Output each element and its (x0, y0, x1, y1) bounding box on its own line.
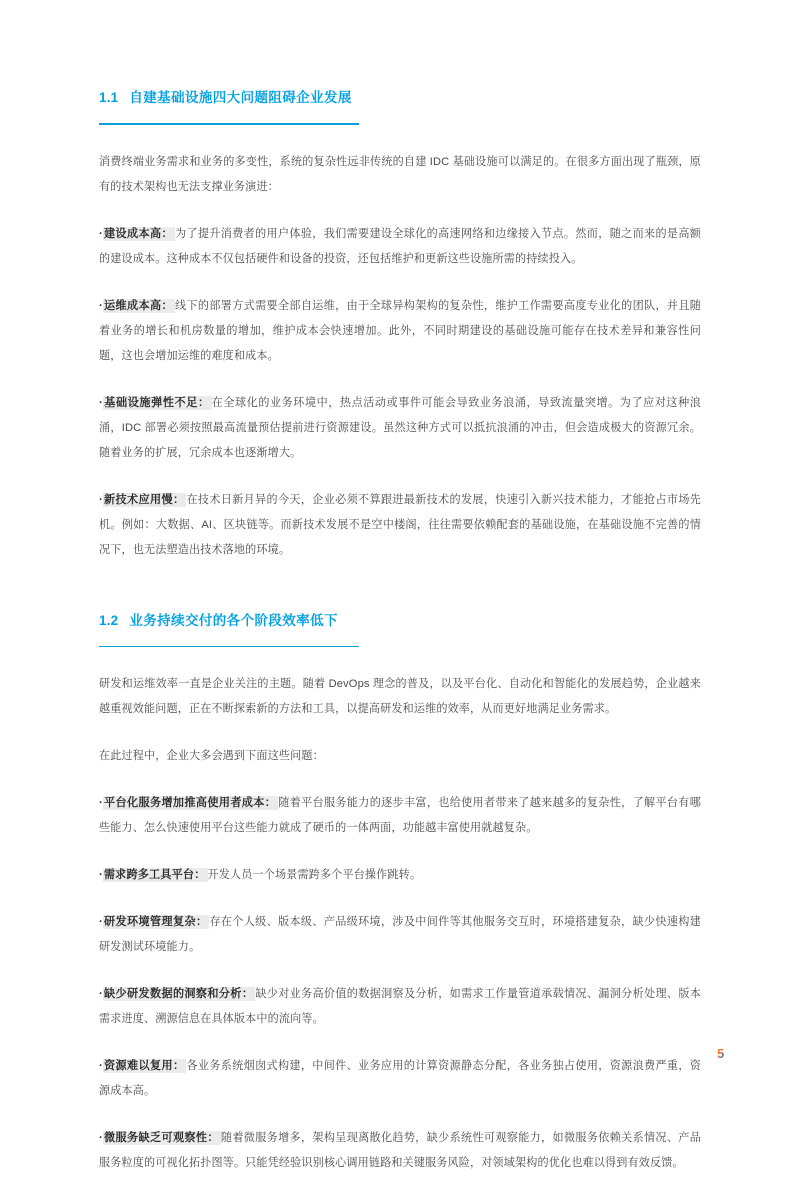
bullet-text: 存在个人级、版本级、产品级环境，涉及中间件等其他服务交互时，环境搭建复杂，缺少快速构建研发测试环境能力。 (99, 916, 701, 954)
bullet-marker: · (99, 493, 103, 506)
bullet-item (99, 222, 701, 272)
section-title: 自建基础设施四大问题阻碍企业发展 (129, 90, 352, 105)
bullet-text: 随着微服务增多，架构呈现离散化趋势，缺少系统性可观察能力，如微服务依赖关系情况、产品服务粒度的可视化拓扑图等。只能凭经验识别核心调用链路和关键服务风险，对领域架构的优化也难以得到有效反馈。 (99, 1132, 701, 1170)
bullet-marker: · (99, 916, 103, 929)
heading-underline-rule (99, 646, 359, 648)
section-title: 业务持续交付的各个阶段效率低下 (129, 612, 338, 628)
bullet-label: 需求跨多工具平台： (103, 869, 206, 882)
section-1-2 (99, 609, 701, 1177)
section-intro-paragraph: 消费终端业务需求和业务的多变性，系统的复杂性远非传统的自建 IDC 基础设施可以满足的。在很多方面出现了瓶颈，原有的技术架构也无法支撑业务演进： (99, 155, 701, 193)
bullet-label: 新技术应用慢： (103, 493, 185, 506)
bullet-item (99, 294, 701, 369)
section-intro-paragraph-2: 在此过程中，企业大多会遇到下面这些问题： (99, 750, 324, 763)
bullet-text: 在技术日新月异的今天，企业必须不算跟进最新技术的发展，快速引入新兴技术能力，才能抢占市场先机。例如：大数据、AI、区块链等。而新技术发展不是空中楼阁，往往需要依赖配套的基础设施，在基础设施不完善的情况下，也无法塑造出技术落地的环境。 (99, 493, 701, 556)
bullet-item (99, 910, 701, 960)
bullet-label: 基础设施弹性不足： (103, 396, 210, 409)
bullet-item (99, 863, 701, 888)
bullet-label: 微服务缺乏可观察性： (103, 1132, 219, 1145)
bullet-label: 缺少研发数据的洞察和分析： (103, 988, 254, 1001)
bullet-marker: · (99, 1132, 103, 1145)
bullet-item (99, 1054, 701, 1104)
bullet-text: 开发人员一个场景需跨多个平台操作跳转。 (207, 869, 422, 882)
section-number: 1.2 (99, 612, 119, 628)
bullet-label: 运维成本高： (103, 299, 173, 312)
bullet-item (99, 391, 701, 466)
section-number: 1.1 (99, 90, 119, 105)
bullet-label: 研发环境管理复杂： (103, 916, 208, 929)
page-content (99, 86, 701, 1187)
section-intro-paragraph: 研发和运维效率一直是企业关注的主题。随着 DevOps 理念的普及，以及平台化、自动化和智能化的发展趋势，企业越来越重视效能问题，正在不断探索新的方法和工具，以提高研发和运维的效率，从而更好地满足业务需求。 (99, 678, 701, 716)
bullet-item (99, 982, 701, 1032)
bullet-item (99, 1126, 701, 1176)
bullet-item (99, 791, 701, 841)
bullet-text: 在全球化的业务环境中，热点活动或事件可能会导致业务浪涌，导致流量突增。为了应对这种浪涌，IDC 部署必须按照最高流量预估提前进行资源建设。虽然这种方式可以抵抗浪涌的冲击，但会造成极大的资源冗余。随着业务的扩展，冗余成本也逐渐增大。 (99, 396, 701, 459)
bullet-marker: · (99, 869, 103, 882)
section-heading (99, 86, 701, 106)
bullet-label: 平台化服务增加推高使用者成本： (103, 797, 277, 810)
bullet-text: 为了提升消费者的用户体验，我们需要建设全球化的高速网络和边缘接入节点。然而，随之而来的是高额的建设成本。这种成本不仅包括硬件和设备的投资，还包括维护和更新这些设施所需的持续投入。 (99, 227, 702, 265)
bullet-text: 随着平台服务能力的逐步丰富，也给使用者带来了越来越多的复杂性，了解平台有哪些能力、怎么快速使用平台这些能力就成了硬币的一体两面，功能越丰富使用就越复杂。 (99, 797, 701, 835)
bullet-text: 各业务系统烟囱式构建，中间件、业务应用的计算资源静态分配，各业务独占使用，资源浪费严重，资源成本高。 (99, 1060, 701, 1098)
bullet-text: 线下的部署方式需要全部自运维，由于全球异构架构的复杂性，维护工作需要高度专业化的团队，并且随着业务的增长和机房数量的增加，维护成本会快速增加。此外，不同时期建设的基础设施可能存在技术差异和兼容性问题，这也会增加运维的难度和成本。 (99, 299, 702, 362)
bullet-marker: · (99, 396, 103, 409)
bullet-text: 缺少对业务高价值的数据洞察及分析，如需求工作量管道承载情况、漏洞分析处理、版本需求进度、溯源信息在具体版本中的流向等。 (99, 988, 701, 1026)
bullet-marker: · (99, 1060, 103, 1073)
section-heading (99, 609, 701, 629)
page-number: 5 (717, 1046, 725, 1061)
bullet-marker: · (99, 227, 103, 240)
bullet-marker: · (99, 797, 103, 810)
bullet-marker: · (99, 299, 103, 312)
bullet-marker: · (99, 988, 103, 1001)
bullet-label: 资源难以复用： (103, 1060, 185, 1073)
heading-underline-rule (99, 123, 359, 125)
bullet-label: 建设成本高： (103, 227, 173, 240)
section-1-1 (99, 86, 701, 563)
bullet-item (99, 488, 701, 563)
